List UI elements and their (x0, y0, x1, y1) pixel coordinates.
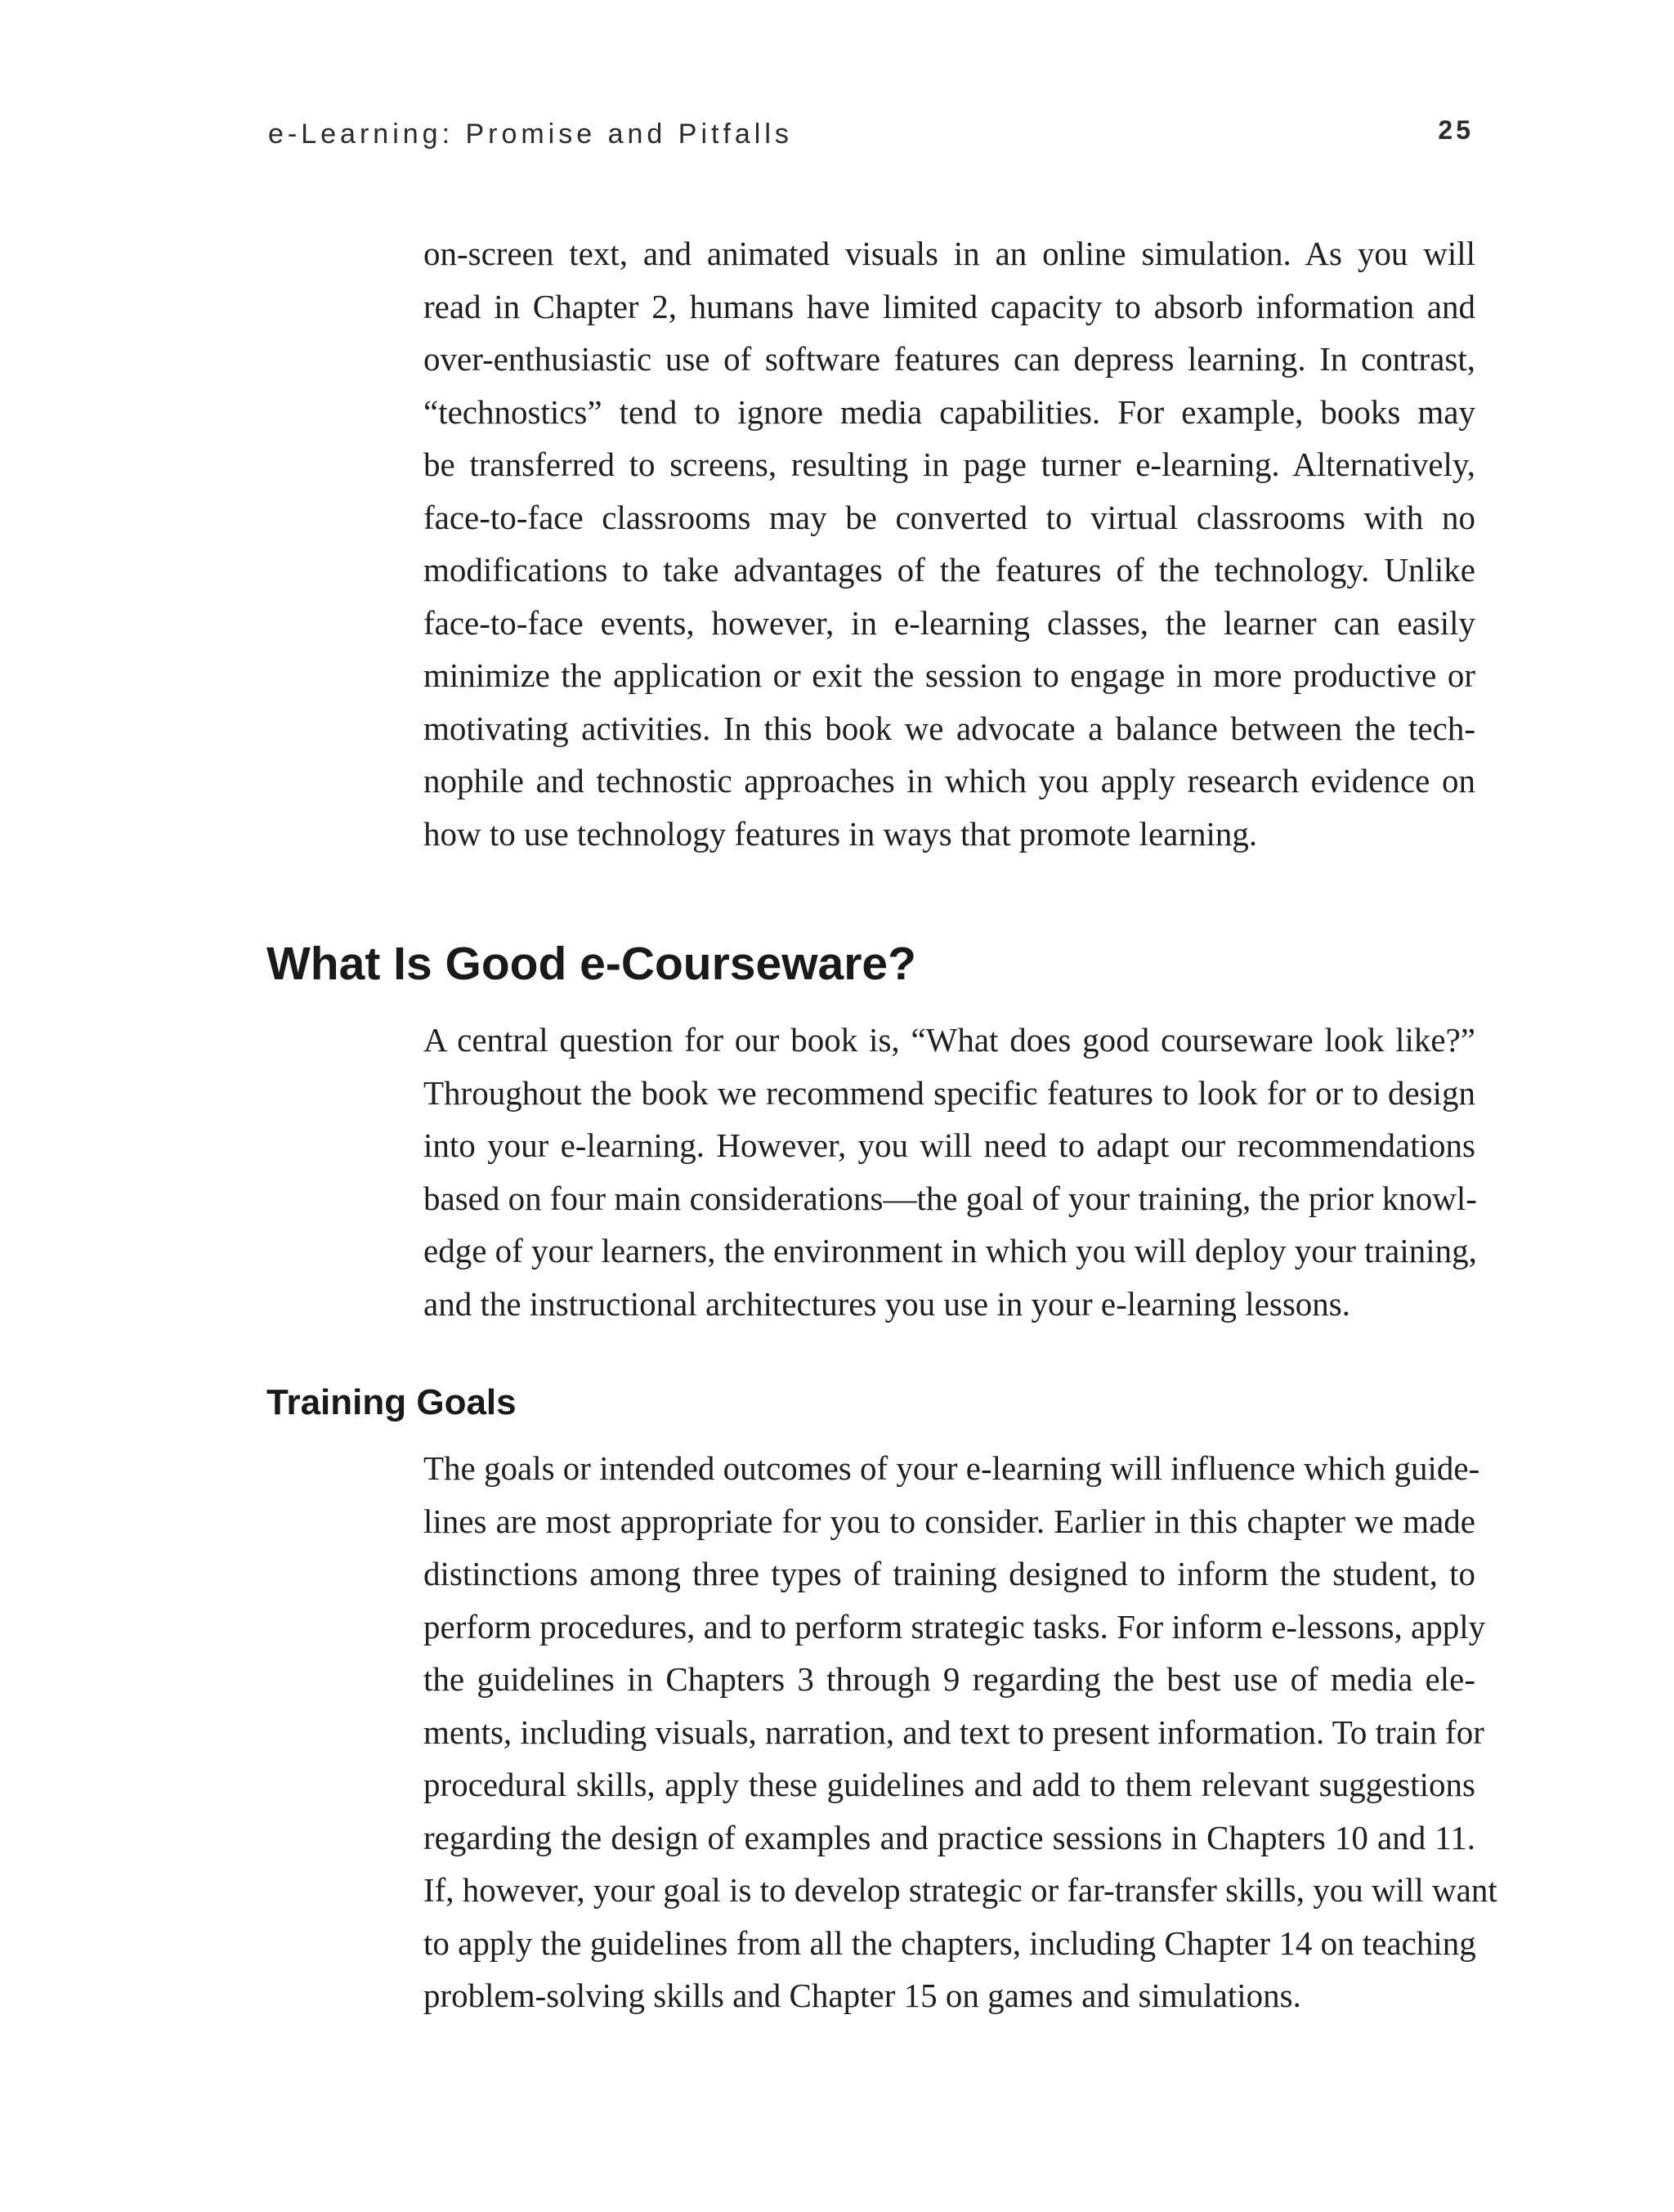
text-line: perform procedures, and to perform strategic tasks. For inform e-lessons, apply (423, 1607, 1486, 1646)
text-line: “technostics” tend to ignore media capabilities. For example, books may (423, 392, 1475, 431)
text-line: regarding the design of examples and practice sessions in Chapters 10 and 11. (423, 1818, 1475, 1856)
paragraph-training-goals (423, 1442, 1497, 2022)
text-line: the guidelines in Chapters 3 through 9 regarding the best use of media ele- (423, 1660, 1475, 1698)
text-line: on-screen text, and animated visuals in an online simulation. As you will (423, 235, 1475, 272)
text-line: The goals or intended outcomes of your e-learning will influence which guide- (423, 1449, 1480, 1487)
running-head-title: e-Learning: Promise and Pitfalls (268, 119, 793, 150)
text-line: A central question for our book is, “What does good courseware look like?” (423, 1021, 1475, 1059)
text-line: to apply the guidelines from all the chapters, including Chapter 14 on teaching (423, 1923, 1476, 1962)
text-line: If, however, your goal is to develop strategic or far-transfer skills, you will want (423, 1871, 1497, 1909)
text-line: over-enthusiastic use of software features can depress learning. In contrast, (423, 340, 1475, 378)
paragraph-central-question (423, 1014, 1475, 1330)
running-head (268, 115, 1474, 159)
subsection-heading-training-goals: Training Goals (266, 1382, 517, 1422)
text-line: distinctions among three types of training designed to inform the student, to (423, 1555, 1475, 1592)
text-line: lines are most appropriate for you to consider. Earlier in this chapter we made (423, 1502, 1475, 1540)
text-line: ments, including visuals, narration, and text to present information. To train for (423, 1713, 1484, 1751)
text-line: modifications to take advantages of the features of the technology. Unlike (423, 551, 1475, 589)
text-line: into your e-learning. However, you will need to adapt our recommendations (423, 1126, 1475, 1164)
text-line: minimize the application or exit the session to engage in more productive or (423, 656, 1475, 694)
text-line: read in Chapter 2, humans have limited capacity to absorb information and (423, 287, 1475, 325)
text-line: edge of your learners, the environment in which you will deploy your training, (423, 1232, 1477, 1269)
text-line: how to use technology features in ways that promote learning. (423, 814, 1258, 853)
text-line: face-to-face classrooms may be converted to virtual classrooms with no (423, 498, 1475, 536)
text-line: problem-solving skills and Chapter 15 on games and simulations. (423, 1977, 1301, 2014)
text-line: and the instructional architectures you use in your e-learning lessons. (423, 1284, 1351, 1323)
text-line: Throughout the book we recommend specific features to look for or to design (423, 1073, 1475, 1112)
text-line: procedural skills, apply these guidelines and add to them relevant suggestions (423, 1766, 1475, 1803)
text-line: motivating activities. In this book we advocate a balance between the tech- (423, 709, 1475, 747)
text-line: nophile and technostic approaches in which you apply research evidence on (423, 762, 1475, 799)
page-number: 25 (1438, 115, 1474, 145)
text-line: be transferred to screens, resulting in page turner e-learning. Alternatively, (423, 446, 1475, 483)
paragraph-technophile-technostic (423, 227, 1475, 860)
text-line: based on four main considerations—the goal of your training, the prior knowl- (423, 1179, 1477, 1217)
section-heading-good-e-courseware: What Is Good e-Courseware? (266, 938, 916, 990)
text-line: face-to-face events, however, in e-learning classes, the learner can easily (423, 603, 1475, 642)
